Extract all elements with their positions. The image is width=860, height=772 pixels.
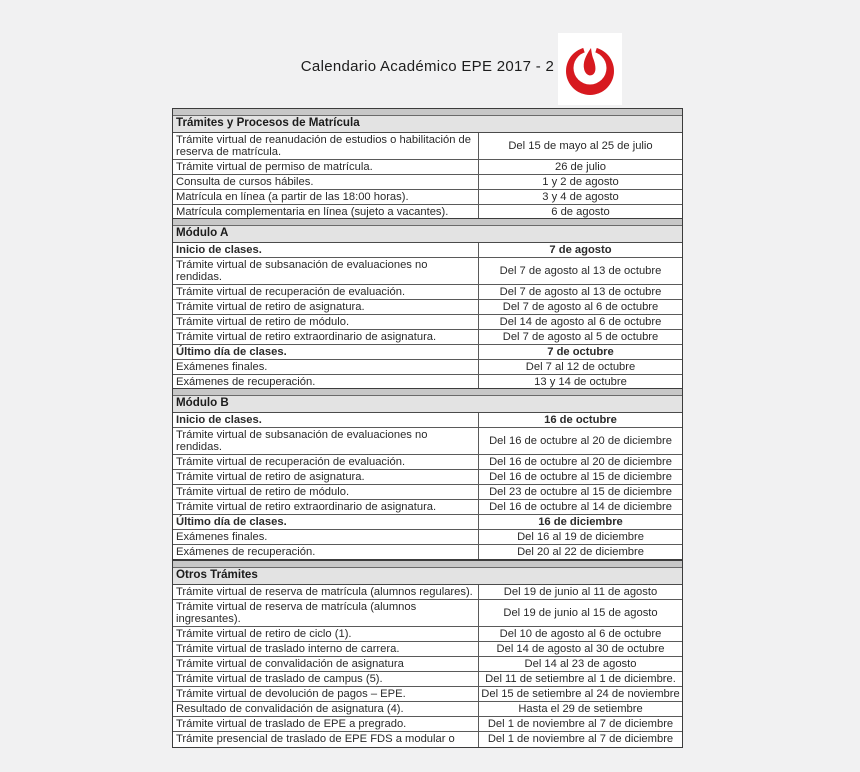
table-row	[173, 585, 682, 599]
row-label: Matrícula en línea (a partir de las 18:00 horas).	[173, 190, 479, 204]
row-value: Del 11 de setiembre al 1 de diciembre.	[485, 673, 676, 686]
row-label: Trámite virtual de reserva de matrícula (alumnos regulares).	[173, 585, 479, 599]
table-row	[173, 159, 682, 174]
row-label: Inicio de clases.	[173, 413, 479, 427]
table-row	[173, 716, 682, 731]
table-row	[173, 656, 682, 671]
row-label: Trámite virtual de subsanación de evaluaciones no rendidas.	[173, 258, 479, 284]
table-title: Módulo B	[173, 396, 682, 413]
row-label: Exámenes finales.	[173, 360, 479, 374]
table-title: Trámites y Procesos de Matrícula	[173, 116, 682, 133]
row-value: Del 7 de agosto al 5 de octubre	[502, 331, 659, 344]
row-label: Trámite virtual de retiro extraordinario de asignatura.	[173, 500, 479, 514]
row-label: Trámite virtual de reanudación de estudios o habilitación de reserva de matrícula.	[173, 133, 479, 159]
row-value: 7 de agosto	[549, 243, 612, 256]
table-row	[173, 514, 682, 529]
row-value: Del 16 de octubre al 20 de diciembre	[489, 434, 672, 447]
row-label: Consulta de cursos hábiles.	[173, 175, 479, 189]
row-value: 7 de octubre	[547, 346, 614, 359]
row-label: Trámite virtual de convalidación de asignatura	[173, 657, 479, 671]
row-label: Trámite virtual de retiro de asignatura.	[173, 470, 479, 484]
row-label: Trámite virtual de recuperación de evaluación.	[173, 285, 479, 299]
table-row	[173, 329, 682, 344]
row-value: Del 19 de junio al 11 de agosto	[503, 585, 658, 598]
row-label: Resultado de convalidación de asignatura (4).	[173, 702, 479, 716]
calendar-table-modulo-b	[172, 388, 683, 560]
table-top-strip	[173, 389, 682, 396]
row-label: Matrícula complementaria en línea (sujeto a vacantes).	[173, 205, 479, 219]
row-value: 26 de julio	[554, 160, 606, 173]
row-label: Trámite virtual de subsanación de evaluaciones no rendidas.	[173, 428, 479, 454]
table-row	[173, 701, 682, 716]
table-row	[173, 454, 682, 469]
logo-box	[558, 33, 622, 105]
row-value: Del 1 de noviembre al 7 de diciembre	[487, 718, 674, 731]
row-label: Último día de clases.	[173, 345, 479, 359]
row-value: Del 7 de agosto al 6 de octubre	[502, 300, 659, 313]
row-value: Del 16 al 19 de diciembre	[517, 531, 644, 544]
row-value: Hasta el 29 de setiembre	[518, 703, 643, 716]
row-label: Trámite virtual de retiro de asignatura.	[173, 300, 479, 314]
upc-flame-logo	[565, 40, 615, 98]
row-label: Trámite virtual de retiro de ciclo (1).	[173, 627, 479, 641]
table-row	[173, 133, 682, 159]
row-value: Del 7 de agosto al 13 de octubre	[499, 264, 662, 277]
row-label: Trámite virtual de traslado de campus (5).	[173, 672, 479, 686]
table-row	[173, 413, 682, 427]
table-row	[173, 469, 682, 484]
table-row	[173, 204, 682, 219]
row-value: 13 y 14 de octubre	[534, 376, 627, 389]
row-value: Del 15 de setiembre al 24 de noviembre	[481, 688, 680, 701]
table-row	[173, 544, 682, 559]
table-row	[173, 189, 682, 204]
row-value: 16 de octubre	[544, 413, 617, 426]
row-label: Trámite presencial de traslado de EPE FDS a modular o	[173, 732, 479, 746]
table-row	[173, 427, 682, 454]
row-value: Del 16 de octubre al 14 de diciembre	[489, 501, 672, 514]
row-value: Del 16 de octubre al 20 de diciembre	[489, 455, 672, 468]
row-label: Trámite virtual de devolución de pagos – EPE.	[173, 687, 479, 701]
row-value: Del 14 de agosto al 6 de octubre	[499, 315, 662, 328]
row-value: Del 7 de agosto al 13 de octubre	[499, 285, 662, 298]
calendar-table-matricula	[172, 108, 683, 220]
row-value: 1 y 2 de agosto	[542, 175, 619, 188]
row-label: Inicio de clases.	[173, 243, 479, 257]
page-title: Calendario Académico EPE 2017 - 2	[300, 58, 555, 75]
row-value: Del 16 de octubre al 15 de diciembre	[489, 470, 672, 483]
table-row	[173, 641, 682, 656]
table-row	[173, 731, 682, 746]
table-row	[173, 359, 682, 374]
calendar-table-modulo-a	[172, 218, 683, 390]
table-row	[173, 344, 682, 359]
row-value: Del 14 de agosto al 30 de octubre	[496, 642, 665, 655]
table-row	[173, 257, 682, 284]
table-title: Otros Trámites	[173, 568, 682, 585]
row-label: Trámite virtual de retiro extraordinario de asignatura.	[173, 330, 479, 344]
table-row	[173, 671, 682, 686]
row-value: Del 10 de agosto al 6 de octubre	[499, 627, 662, 640]
table-row	[173, 299, 682, 314]
row-label: Trámite virtual de traslado de EPE a pregrado.	[173, 717, 479, 731]
row-label: Trámite virtual de retiro de módulo.	[173, 485, 479, 499]
row-value: 16 de diciembre	[538, 516, 623, 529]
row-value: 3 y 4 de agosto	[542, 190, 619, 203]
table-top-strip	[173, 561, 682, 568]
row-label: Trámite virtual de traslado interno de carrera.	[173, 642, 479, 656]
table-row	[173, 314, 682, 329]
table-row	[173, 599, 682, 626]
table-row	[173, 484, 682, 499]
row-value: Del 20 al 22 de diciembre	[517, 546, 644, 559]
table-row	[173, 243, 682, 257]
row-label: Trámite virtual de retiro de módulo.	[173, 315, 479, 329]
row-label: Exámenes finales.	[173, 530, 479, 544]
table-top-strip	[173, 219, 682, 226]
row-value: Del 15 de mayo al 25 de julio	[508, 139, 653, 152]
row-value: Del 19 de junio al 15 de agosto	[503, 606, 658, 619]
row-label: Trámite virtual de recuperación de evaluación.	[173, 455, 479, 469]
row-value: 6 de agosto	[551, 205, 610, 218]
table-top-strip	[173, 109, 682, 116]
row-label: Último día de clases.	[173, 515, 479, 529]
table-row	[173, 686, 682, 701]
table-row	[173, 529, 682, 544]
row-value: Del 23 de octubre al 15 de diciembre	[489, 485, 672, 498]
table-row	[173, 284, 682, 299]
table-row	[173, 174, 682, 189]
row-value: Del 1 de noviembre al 7 de diciembre	[487, 733, 674, 746]
row-label: Exámenes de recuperación.	[173, 545, 479, 559]
table-row	[173, 499, 682, 514]
row-value: Del 7 al 12 de octubre	[525, 361, 636, 374]
table-title: Módulo A	[173, 226, 682, 243]
row-label: Exámenes de recuperación.	[173, 375, 479, 389]
calendar-table-otros-tramites	[172, 560, 683, 748]
row-value: Del 14 al 23 de agosto	[524, 657, 637, 670]
row-label: Trámite virtual de permiso de matrícula.	[173, 160, 479, 174]
table-row	[173, 626, 682, 641]
row-label: Trámite virtual de reserva de matrícula (alumnos ingresantes).	[173, 600, 479, 626]
